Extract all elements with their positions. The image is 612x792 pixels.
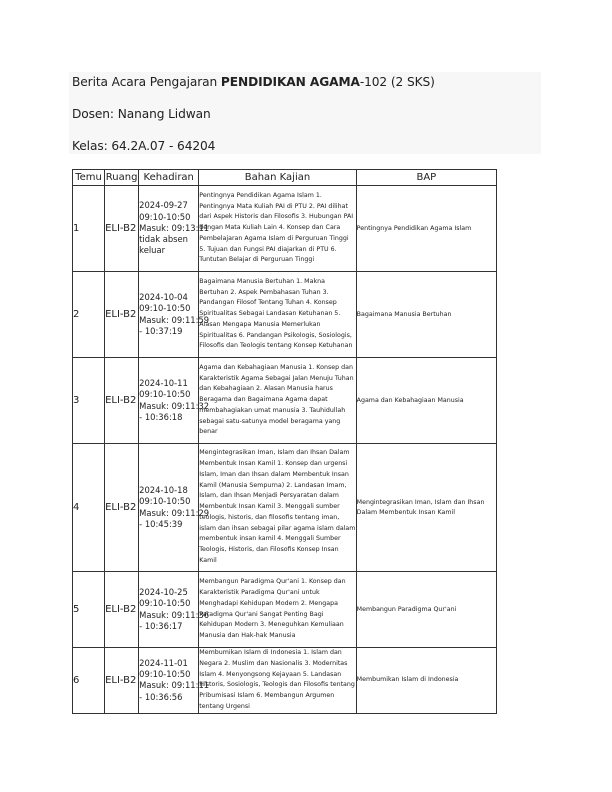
table-row [73, 186, 497, 272]
attendance-date: 2024-10-25 [139, 586, 188, 597]
study-material: Pentingnya Pendidikan Agama Islam 1. Pentingnya Mata Kuliah PAI di PTU 2. PAI dilihat dari Aspek Historis dan Filosofis 3. Hubungan PAI dengan Mata Kuliah Lain 4. Konsep dan Cara Pembelajaran Agama Islam di Perguruan Tinggi 5. Tujuan dan Fungsi PAI diajarkan di PTU 6. Tuntutan Belajar di Perguruan Tinggi [199, 186, 356, 272]
lecturer-line: Dosen: Nanang Lidwan [72, 107, 211, 121]
room: ELI-B2 [105, 358, 139, 444]
attendance [139, 186, 210, 272]
attendance-date: 2024-10-11 [139, 377, 188, 388]
attendance [139, 572, 210, 648]
table-header-row [73, 170, 497, 186]
attendance-time: 09:10-10:50 [139, 211, 191, 222]
bap-text: Bagaimana Manusia Bertuhan [356, 272, 496, 358]
room: ELI-B2 [105, 186, 139, 272]
study-material: Membumikan Islam di Indonesia 1. Islam dan Negara 2. Muslim dan Nasionalis 3. Modernitas Islam 4. Menyongsong Kejayaan 5. Landasan Historis, Sosiologis, Teologis dan Filosofis tentang Pribumisasi Islam 6. Membangun Argumen tentang Urgensi [199, 648, 356, 714]
attendance-date: 2024-10-04 [139, 291, 188, 302]
course-name: PENDIDIKAN AGAMA [220, 75, 360, 89]
bap-text: Membangun Paradigma Qur'ani [356, 572, 496, 648]
attendance-time: 09:10-10:50 [139, 496, 191, 507]
attendance-checkout: - 10:36:56 [139, 691, 183, 702]
column-header-bahan-kajian: Bahan Kajian [199, 170, 356, 186]
meeting-number: 2 [73, 272, 105, 358]
attendance-checkout: - 10:45:39 [139, 518, 183, 529]
attendance-checkout: tidak absen keluar [139, 234, 188, 256]
teaching-record-table [72, 169, 497, 714]
meeting-number: 1 [73, 186, 105, 272]
attendance-date: 2024-10-18 [139, 484, 188, 495]
bap-text: Mengintegrasikan Iman, Islam dan Ihsan Dalam Membentuk Insan Kamil [356, 444, 496, 572]
meeting-number: 4 [73, 444, 105, 572]
table-row [73, 358, 497, 444]
attendance-checkout: - 10:37:19 [139, 325, 183, 336]
attendance-time: 09:10-10:50 [139, 669, 191, 680]
column-header-ruang: Ruang [105, 170, 139, 186]
attendance [139, 648, 210, 714]
table-row [73, 444, 497, 572]
column-header-temu: Temu [73, 170, 105, 186]
meeting-number: 6 [73, 648, 105, 714]
table-row [73, 648, 497, 714]
attendance-time: 09:10-10:50 [139, 389, 191, 400]
bap-text: Membumikan Islam di Indonesia [356, 648, 496, 714]
study-material: Agama dan Kebahagiaan Manusia 1. Konsep dan Karakteristik Agama Sebagai Jalan Menuju Tuhan dan Kebahagiaan 2. Alasan Manusia harus Beragama dan Bagaimana Agama dapat membahagiakan umat manusia 3. Tauhidullah sebagai satu-satunya model beragama yang benar [199, 358, 356, 444]
document-title [72, 75, 435, 89]
study-material: Membangun Paradigma Qur'ani 1. Konsep dan Karakteristik Paradigma Qur'ani untuk Menghadapi Kehidupan Modern 2. Mengapa Paradigma Qur'ani Sangat Penting Bagi Kehidupan Modern 3. Meneguhkan Kemuliaan Manusia dan Hak-hak Manusia [199, 572, 356, 648]
attendance-checkin: Masuk: 09:13:11 [139, 222, 210, 233]
table-row [73, 272, 497, 358]
bap-text: Agama dan Kebahagiaan Manusia [356, 358, 496, 444]
attendance-time: 09:10-10:50 [139, 303, 191, 314]
attendance-checkout: - 10:36:17 [139, 620, 183, 631]
attendance-date: 2024-11-01 [139, 657, 188, 668]
document-header [69, 72, 541, 154]
study-material: Bagaimana Manusia Bertuhan 1. Makna Bertuhan 2. Aspek Pembahasan Tuhan 3. Pandangan Filosof Tentang Tuhan 4. Konsep Spiritualitas Sebagai Landasan Ketuhanan 5. Alasan Mengapa Manusia Memerlukan Spiritualitas 6. Pandangan Psikologis, Sosiologis, Filosofis dan Teologis tentang Konsep Ketuhanan [199, 272, 356, 358]
attendance [139, 358, 210, 444]
room: ELI-B2 [105, 444, 139, 572]
attendance-time: 09:10-10:50 [139, 598, 191, 609]
class-line: Kelas: 64.2A.07 - 64204 [72, 139, 216, 153]
column-header-bap: BAP [356, 170, 496, 186]
attendance-checkin: Masuk: 09:11:36 [139, 609, 210, 620]
attendance-checkin: Masuk: 09:11:32 [139, 400, 210, 411]
attendance-checkin: Masuk: 09:11:11 [139, 680, 210, 691]
attendance-checkout: - 10:36:18 [139, 411, 183, 422]
attendance-checkin: Masuk: 09:11:59 [139, 314, 210, 325]
course-code: -102 (2 SKS) [359, 75, 435, 89]
room: ELI-B2 [105, 648, 139, 714]
attendance [139, 444, 210, 572]
bap-text: Pentingnya Pendidikan Agama Islam [356, 186, 496, 272]
attendance-date: 2024-09-27 [139, 200, 188, 211]
table-row [73, 572, 497, 648]
room: ELI-B2 [105, 572, 139, 648]
attendance [139, 272, 210, 358]
title-prefix: Berita Acara Pengajaran [72, 75, 221, 89]
column-header-kehadiran: Kehadiran [139, 170, 199, 186]
meeting-number: 5 [73, 572, 105, 648]
attendance-checkin: Masuk: 09:11:29 [139, 507, 210, 518]
meeting-number: 3 [73, 358, 105, 444]
study-material: Mengintegrasikan Iman, Islam dan Ihsan Dalam Membentuk Insan Kamil 1. Konsep dan urgensi Islam, Iman dan Ihsan dalam Membentuk Insan Kamil (Manusia Sempurna) 2. Landasan Imam, Islam, dan Ihsan Menjadi Persyaratan dalam Membentuk Insan Kamil 3. Menggali sumber teologis, historis, dan filosofis tentang iman, islam dan ihsan sebagai pilar agama islam dalam membentuk insan kamil 4. Menggali Sumber Teologis, Historis, dan Filosofis Konsep Insan Kamil [199, 444, 356, 572]
room: ELI-B2 [105, 272, 139, 358]
